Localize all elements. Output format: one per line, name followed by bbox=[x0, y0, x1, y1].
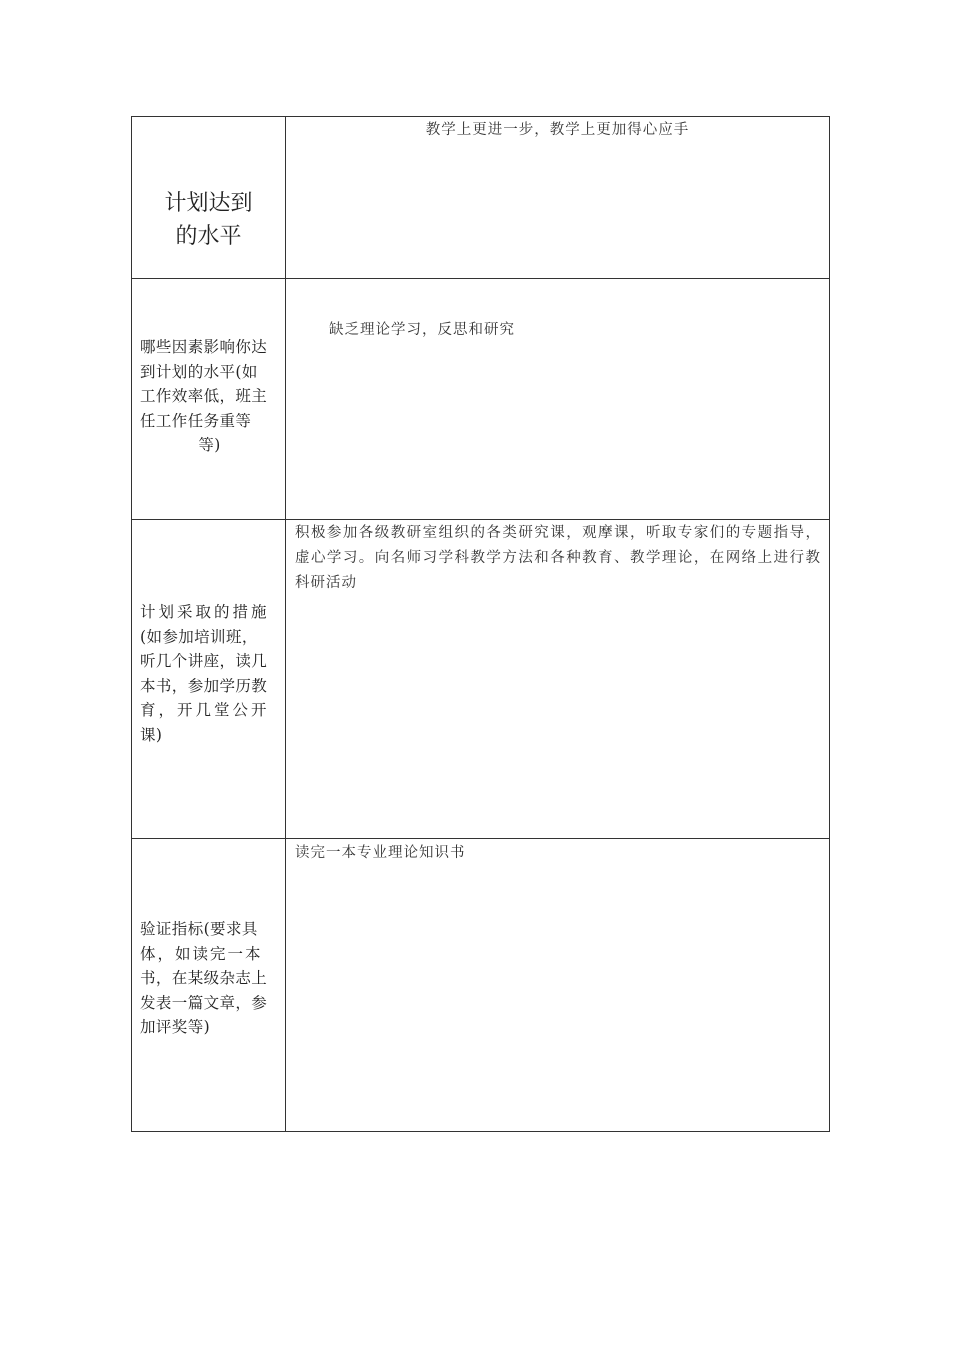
row-label bbox=[140, 335, 279, 458]
label-cell bbox=[132, 117, 286, 279]
value-cell bbox=[286, 117, 830, 279]
row-value: 积极参加各级教研室组织的各类研究课，观摩课，听取专家们的专题指导，虚心学习。向名师习学科教学方法和各种教育、教学理论，在网络上进行教科研活动 bbox=[295, 525, 821, 591]
label-cell bbox=[132, 839, 286, 1132]
form-row-target-level bbox=[132, 117, 830, 279]
label-line: 计划达到 bbox=[164, 191, 253, 216]
label-line: 体，如读完一本 bbox=[140, 944, 263, 963]
label-line: 哪些因素影响你达 bbox=[140, 338, 268, 356]
label-line: 听几个讲座，读几 bbox=[140, 652, 268, 670]
label-line: 课) bbox=[140, 725, 163, 744]
form-row-planned-measures bbox=[132, 520, 830, 839]
label-line: 书，在某级杂志上 bbox=[140, 969, 268, 987]
label-line: 验证指标(要求具 bbox=[140, 920, 258, 938]
label-cell bbox=[132, 520, 286, 839]
label-line: 工作效率低，班主 bbox=[140, 387, 268, 405]
label-line: 计划采取的措施 bbox=[140, 603, 270, 621]
row-value: 读完一本专业理论知识书 bbox=[295, 845, 466, 861]
value-cell bbox=[286, 520, 830, 839]
label-line: 任工作任务重等 bbox=[140, 411, 252, 430]
row-value: 缺乏理论学习，反思和研究 bbox=[329, 322, 515, 338]
label-line: 等) bbox=[198, 436, 221, 454]
label-cell bbox=[132, 279, 286, 520]
plan-form-table bbox=[131, 116, 830, 1132]
row-label bbox=[140, 600, 279, 747]
label-line: 到计划的水平(如 bbox=[140, 362, 258, 381]
row-value: 教学上更进一步，教学上更加得心应手 bbox=[425, 122, 690, 138]
label-line: 发表一篇文章，参 bbox=[140, 993, 268, 1012]
row-label bbox=[140, 917, 279, 1040]
value-cell bbox=[286, 839, 830, 1132]
label-line: (如参加培训班， bbox=[140, 627, 258, 646]
label-line: 本书，参加学历教 bbox=[140, 676, 268, 695]
label-line: 的水平 bbox=[175, 224, 242, 249]
label-line: 加评奖等) bbox=[140, 1018, 211, 1036]
label-line: 育，开几堂公开 bbox=[140, 701, 270, 719]
row-label bbox=[146, 187, 271, 253]
form-row-influencing-factors bbox=[132, 279, 830, 520]
form-row-verification-indicators bbox=[132, 839, 830, 1132]
value-cell bbox=[286, 279, 830, 520]
